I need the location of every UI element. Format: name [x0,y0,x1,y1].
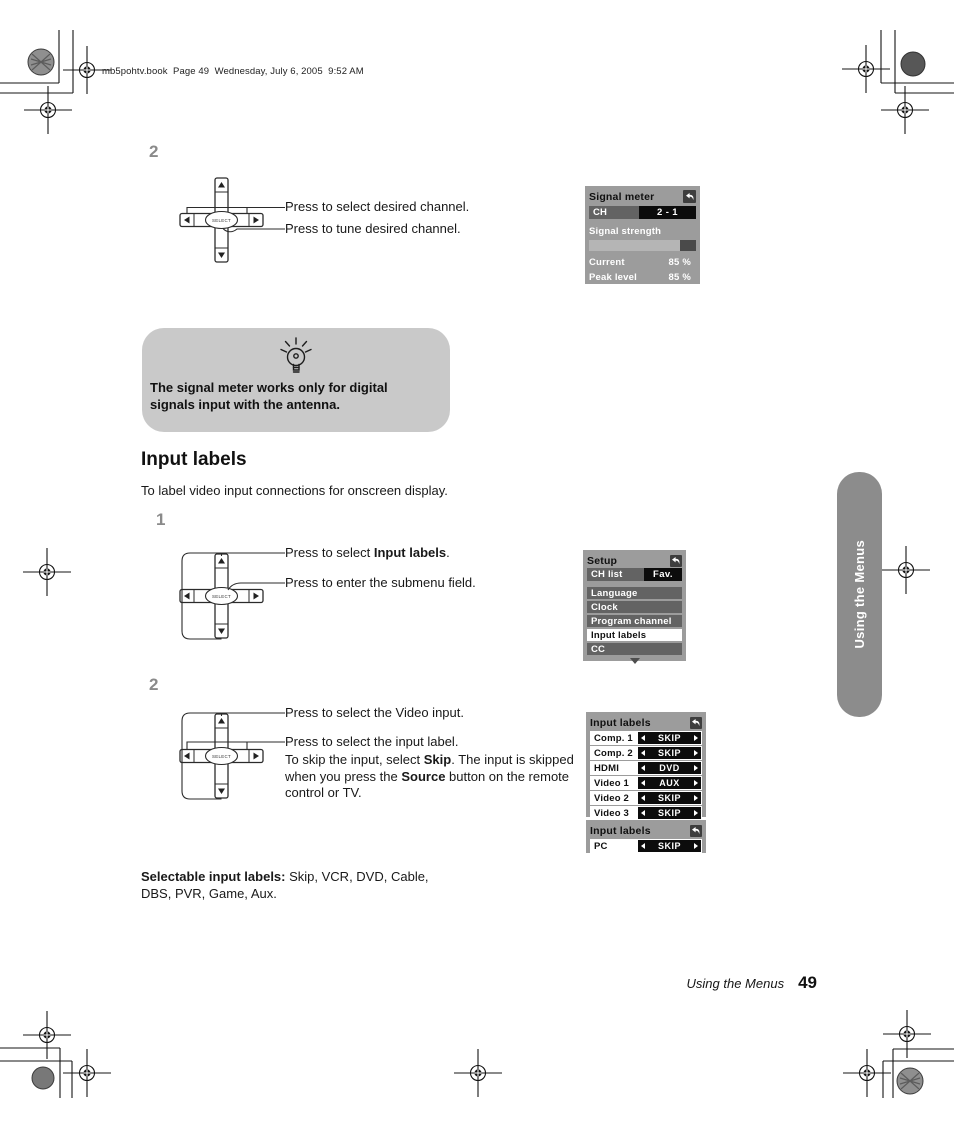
ch-list-value: Fav. [644,568,682,581]
callout-post: . [446,545,450,560]
callout-enter-submenu: Press to enter the submenu field. [285,575,476,590]
signal-ch-value: 2 - 1 [639,206,696,219]
input-row-value: SKIP [657,841,681,851]
return-arrow-icon [690,825,702,837]
footer-section-title: Using the Menus [686,976,785,991]
input-row-label: HDMI [594,762,620,774]
input-row-label: Comp. 1 [594,732,633,744]
signal-ch-row [589,206,696,219]
signal-peak-row [589,272,696,283]
spin-left-icon [641,765,645,771]
selectable-labels-list: Skip, VCR, DVD, Cable, DBS, PVR, Game, Aux. [141,869,429,901]
skip-note-pre: To skip the input, select [285,752,424,767]
scroll-down-icon [630,658,640,664]
callout-select-input-labels [285,545,450,561]
skip-note-mid: . The input is skipped when you press the [285,752,574,784]
chapter-tab-label: Using the Menus [852,540,867,649]
signal-peak-label: Peak level [589,272,637,283]
signal-meter-title: Signal meter [589,190,655,203]
setup-item-cc [587,643,682,655]
input-labels-pc-title: Input labels [590,824,651,837]
selectable-labels-bold: Selectable input labels: [141,869,286,884]
setup-item-label: Input labels [591,629,647,641]
spin-left-icon [641,795,645,801]
input-row-value: AUX [659,778,680,788]
setup-item-language [587,587,682,599]
callout-bold: Input labels [373,545,447,560]
skip-note-bold-skip: Skip [423,752,452,767]
spin-right-icon [694,795,698,801]
callout-select-input-label: Press to select the input label. [285,734,459,749]
footer-page-number: 49 [798,973,817,992]
return-arrow-icon [690,717,702,729]
lightbulb-icon [274,333,318,379]
input-row-label: Video 1 [594,777,630,789]
spin-left-icon [641,843,645,849]
callout-line-select-channel [187,208,285,214]
input-row-pc [590,839,702,853]
setup-ch-list-row [587,568,682,581]
input-row-video2 [590,791,702,805]
setup-item-input-labels-selected [587,629,682,641]
setup-item-clock [587,601,682,613]
input-row-value: SKIP [657,808,681,818]
setup-menu [583,550,686,661]
page-footer [560,973,817,993]
ink-dot-top-right [901,52,925,76]
spin-left-icon [641,810,645,816]
tip-box [142,328,450,432]
callout-pre: Press to select [285,545,374,560]
signal-peak-value: 85 % [668,272,691,283]
section-heading: Input labels [141,449,247,470]
skip-note-bold-source: Source [401,768,446,784]
skip-note-post: button on the remote control or TV. [285,768,570,800]
return-arrow-icon [670,555,682,567]
setup-item-program-channel [587,615,682,627]
input-labels-menu-pc [586,820,706,853]
spin-right-icon [694,810,698,816]
input-labels-menu [586,712,706,817]
return-arrow-icon [683,190,696,203]
spin-right-icon [694,843,698,849]
input-labels-menu-title: Input labels [590,716,651,729]
signal-current-label: Current [589,257,625,268]
dpad-illustration-step2 [173,702,285,812]
dpad-illustration-channel [173,170,285,270]
input-row-value-box [638,792,701,804]
callout-select-video-input: Press to select the Video input. [285,705,464,720]
input-row-comp1 [590,731,702,745]
input-row-value: SKIP [657,733,681,743]
spin-right-icon [694,780,698,786]
signal-ch-label: CH [593,207,608,218]
spin-left-icon [641,750,645,756]
selectable-labels-note [141,869,457,902]
input-row-label: Video 2 [594,792,630,804]
input-row-value-box [638,732,701,744]
input-row-value: DVD [659,763,680,773]
input-row-video3 [590,806,702,820]
input-row-value-box [638,747,701,759]
spin-left-icon [641,735,645,741]
callout-line-tune-channel [223,229,285,232]
signal-current-row [589,257,696,268]
callout-select-channel: Press to select desired channel. [285,199,470,214]
input-row-value-box [638,777,701,789]
input-row-hdmi [590,761,702,775]
input-row-label: PC [594,840,608,852]
step-number-channel: 2 [149,142,159,161]
setup-item-label: Language [591,587,638,599]
input-row-value-box [638,807,701,819]
signal-current-value: 85 % [668,257,691,268]
signal-meter-menu [585,186,700,284]
input-row-video1 [590,776,702,790]
input-row-value-box [638,840,701,852]
dpad-illustration-step1 [173,542,285,652]
signal-strength-bar [589,240,696,251]
spin-right-icon [694,765,698,771]
setup-item-label: Clock [591,601,618,613]
step-number-2: 2 [149,675,159,694]
ink-dot-bottom-left [32,1067,54,1089]
setup-item-label: Program channel [591,615,672,627]
skip-note [285,752,585,802]
step-number-1: 1 [156,510,166,529]
callout-tune-channel: Press to tune desired channel. [285,221,461,236]
input-row-comp2 [590,746,702,760]
signal-strength-label: Signal strength [589,226,662,237]
chapter-tab [837,472,882,717]
book-header: mb5pohtv.book Page 49 Wednesday, July 6, 2005 9:52 AM [102,66,364,77]
tip-text: The signal meter works only for digital signals input with the antenna. [150,380,388,412]
ch-list-label: CH list [591,569,623,580]
callout-line-select-input-label [187,742,285,750]
spin-left-icon [641,780,645,786]
spin-right-icon [694,735,698,741]
input-row-value: SKIP [657,748,681,758]
input-row-value-box [638,762,701,774]
setup-item-label: CC [591,643,606,655]
section-intro: To label video input connections for onscreen display. [141,483,448,498]
input-row-label: Video 3 [594,807,630,819]
input-row-label: Comp. 2 [594,747,633,759]
input-row-value: SKIP [657,793,681,803]
spin-right-icon [694,750,698,756]
setup-menu-title: Setup [587,554,618,567]
